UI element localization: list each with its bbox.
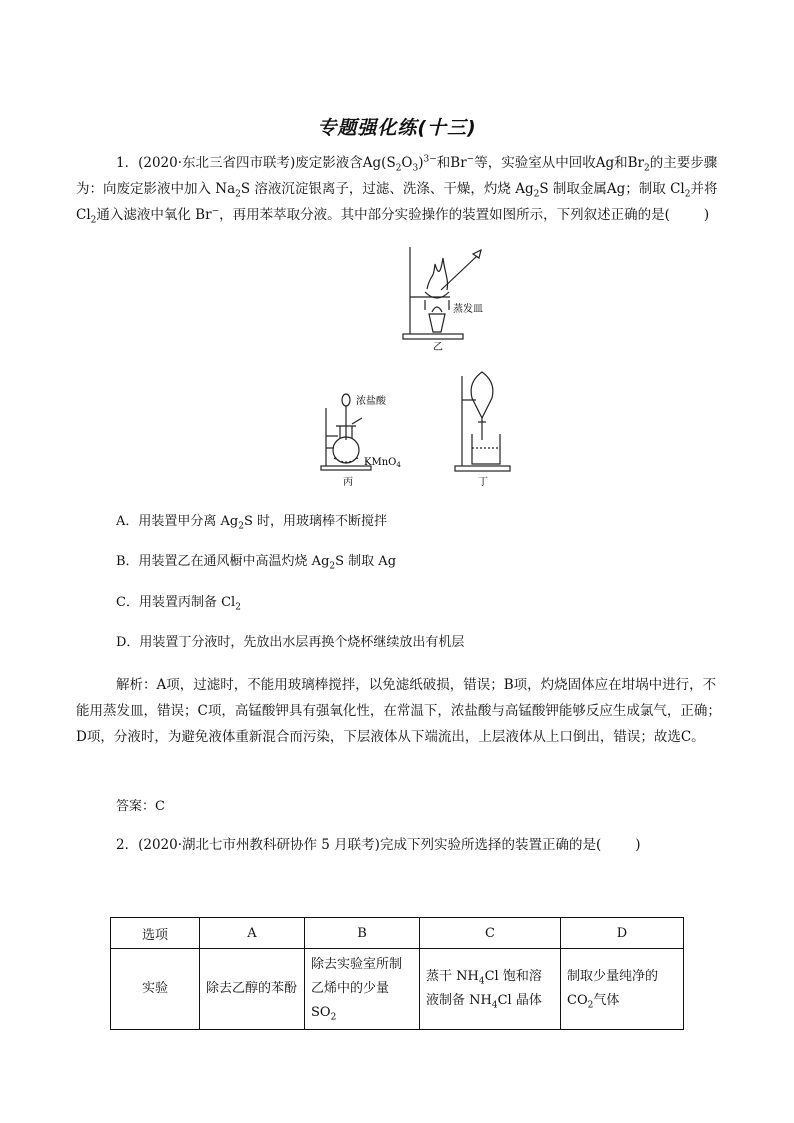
table-header-cell: A bbox=[200, 918, 305, 949]
rod-tip bbox=[473, 250, 481, 258]
cell-c: 蒸干 $NH_4Cl$ 饱和溶液制备 $NH_4Cl$ 晶体 bbox=[420, 949, 561, 1030]
dropping-funnel bbox=[342, 394, 350, 406]
alcohol-lamp bbox=[429, 314, 445, 332]
table-header-cell: B bbox=[305, 918, 420, 949]
table-header-cell: C bbox=[420, 918, 561, 949]
options-table bbox=[110, 917, 684, 1030]
question-source: (2020·东北三省四市联考) bbox=[138, 155, 296, 171]
apparatus-yi-label: 乙 bbox=[433, 342, 443, 352]
separatory-funnel bbox=[471, 372, 493, 418]
option-a: A．用装置甲分离 $Ag_2S$ 时，用玻璃棒不断搅拌 bbox=[116, 514, 388, 532]
option-d: D．用装置丁分液时，先放出水层再换个烧杯继续放出有机层 bbox=[116, 635, 465, 650]
page-title: 专题强化练(十三) bbox=[317, 117, 477, 139]
table-row bbox=[111, 949, 684, 1030]
apparatus-yi-figure bbox=[395, 242, 500, 352]
cell-d: 制取少量纯净的 $CO_2$气体 bbox=[561, 949, 684, 1030]
question-number: 1． bbox=[116, 155, 139, 171]
table-header-cell: 选项 bbox=[111, 918, 200, 949]
table-header-row bbox=[111, 918, 684, 949]
kmno4-label: KMnO$_4$ bbox=[364, 457, 401, 469]
row-label: 实验 bbox=[111, 949, 200, 1030]
option-b: B．用装置乙在通风橱中高温灼烧 $Ag_2S$ 制取 Ag bbox=[116, 554, 397, 572]
evaporating-dish-label: 蒸发皿 bbox=[453, 304, 483, 315]
glass-rod bbox=[441, 256, 477, 290]
stand-base bbox=[403, 334, 463, 339]
answer: 答案：C bbox=[116, 799, 165, 814]
option-c: C．用装置丙制备 $Cl_2$ bbox=[116, 595, 241, 613]
apparatus-ding-label: 丁 bbox=[478, 477, 488, 488]
table-header-cell: D bbox=[561, 918, 684, 949]
lamp-flame bbox=[432, 307, 442, 312]
stand-base bbox=[455, 466, 510, 471]
apparatus-bing-label: 丙 bbox=[343, 477, 353, 488]
question-1: 1．(2020·东北三省四市联考)废定影液含$Ag(S_2O_3)^{3-}$和Br−等，实验室从中回收Ag和$Br_2$的主要步骤为：向废定影液中加入 $Na_2S$ 溶液沉淀银离子，过滤、洗涤、干燥，灼烧 $Ag_2S$ 制取金属Ag；制取 $Cl_2$并将$Cl_2$通入滤液中氧化 Br−，再用苯萃取分液。其中部分实验操作的装置如图所示，下列叙述正确的是( ) bbox=[76, 154, 718, 226]
cell-a: 除去乙醇的苯酚 bbox=[200, 949, 305, 1030]
apparatus-bing-figure bbox=[318, 388, 413, 488]
cell-b: 除去实验室所制乙烯中的少量 $SO_2$ bbox=[305, 949, 420, 1030]
outlet-tube bbox=[352, 418, 362, 424]
flame bbox=[427, 258, 448, 290]
beaker bbox=[472, 434, 500, 464]
question-2: 2．(2020·湖北七市州教科研协作 5 月联考)完成下列实验所选择的装置正确的是( ) bbox=[116, 837, 641, 853]
round-bottom-flask bbox=[333, 437, 359, 463]
analysis: 解析：A项，过滤时，不能用玻璃棒搅拌，以免滤纸破损，错误；B项，灼烧固体应在坩埚中进行，不能用蒸发皿，错误；C项，高锰酸钾具有强氧化性，在常温下，浓盐酸与高锰酸钾能够反应生成氯气，正确；D项，分液时，为避免液体重新混合而污染，下层液体从下端流出，上层液体从上口倒出，错误；故选C。 bbox=[76, 677, 721, 745]
hcl-label: 浓盐酸 bbox=[356, 396, 386, 407]
apparatus-ding-figure bbox=[450, 368, 520, 488]
